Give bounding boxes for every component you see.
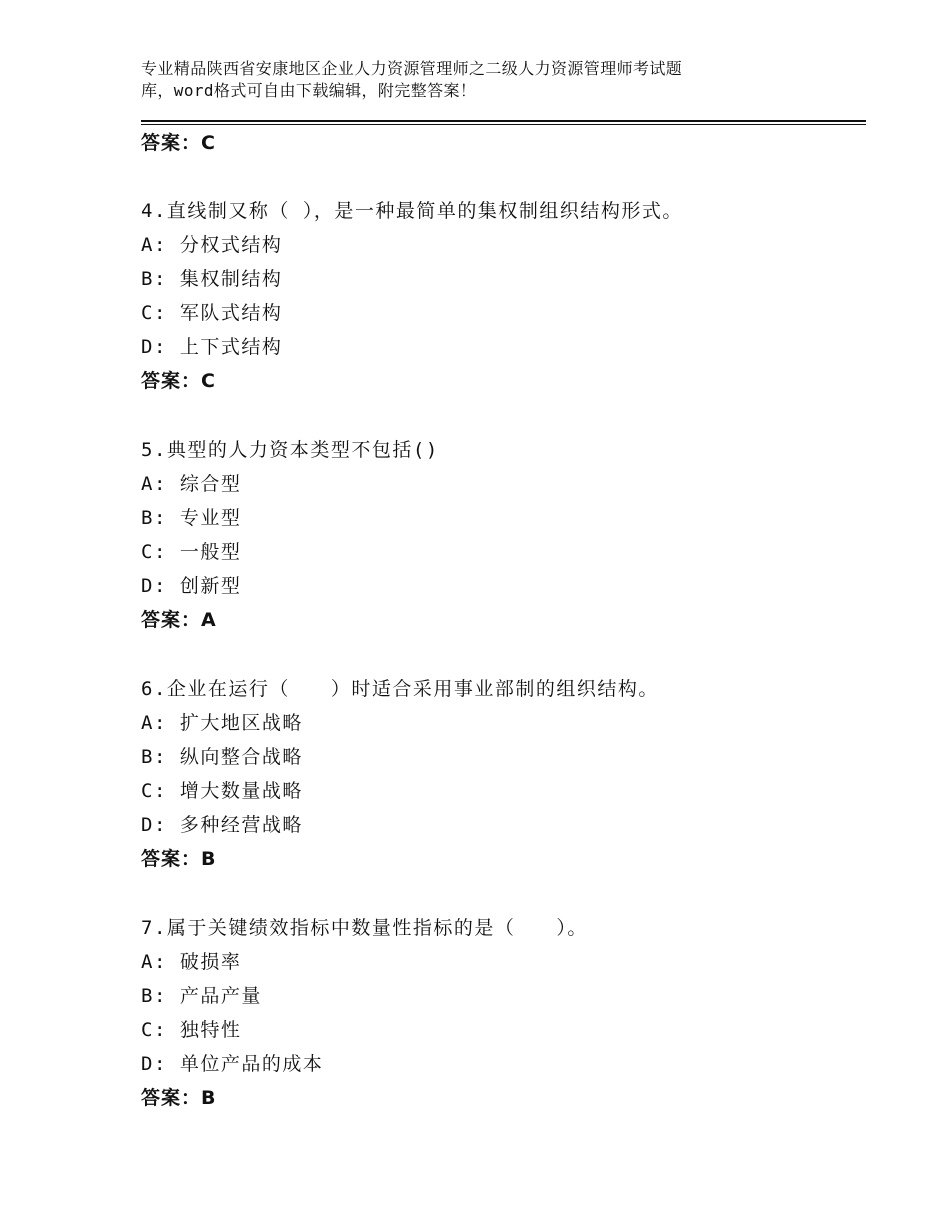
- option-b: B: 集权制结构: [141, 268, 283, 290]
- document-header: [141, 58, 781, 102]
- header-title-line-2: 库，word格式可自由下载编辑，附完整答案！: [141, 81, 477, 100]
- answer: 答案：B: [141, 848, 217, 870]
- answer: 答案：C: [141, 370, 216, 392]
- option-d: D: 多种经营战略: [141, 814, 303, 836]
- option-d: D: 单位产品的成本: [141, 1053, 324, 1075]
- option-c: C: 一般型: [141, 541, 242, 563]
- question-stem: 6.企业在运行（ ）时适合采用事业部制的组织结构。: [141, 678, 659, 700]
- option-a: A: 综合型: [141, 473, 242, 495]
- option-c: C: 独特性: [141, 1019, 242, 1041]
- answer: 答案：B: [141, 1087, 217, 1109]
- option-b: B: 产品产量: [141, 985, 262, 1007]
- question-stem: 7.属于关键绩效指标中数量性指标的是（ ）。: [141, 917, 588, 939]
- question-stem: 5.典型的人力资本类型不包括(): [141, 439, 439, 461]
- option-b: B: 纵向整合战略: [141, 746, 303, 768]
- header-rule-thick: [141, 120, 866, 122]
- option-a: A: 扩大地区战略: [141, 712, 303, 734]
- option-d: D: 创新型: [141, 575, 242, 597]
- option-d: D: 上下式结构: [141, 336, 283, 358]
- header-rule-thin: [141, 124, 866, 125]
- option-a: A: 分权式结构: [141, 234, 283, 256]
- answer-prev: 答案：C: [141, 132, 216, 154]
- option-b: B: 专业型: [141, 507, 242, 529]
- question-stem: 4.直线制又称（ ），是一种最简单的集权制组织结构形式。: [141, 200, 683, 222]
- option-c: C: 军队式结构: [141, 302, 283, 324]
- option-a: A: 破损率: [141, 951, 242, 973]
- answer: 答案：A: [141, 609, 217, 631]
- option-c: C: 增大数量战略: [141, 780, 303, 802]
- header-title-line-1: 专业精品陕西省安康地区企业人力资源管理师之二级人力资源管理师考试题: [141, 59, 683, 78]
